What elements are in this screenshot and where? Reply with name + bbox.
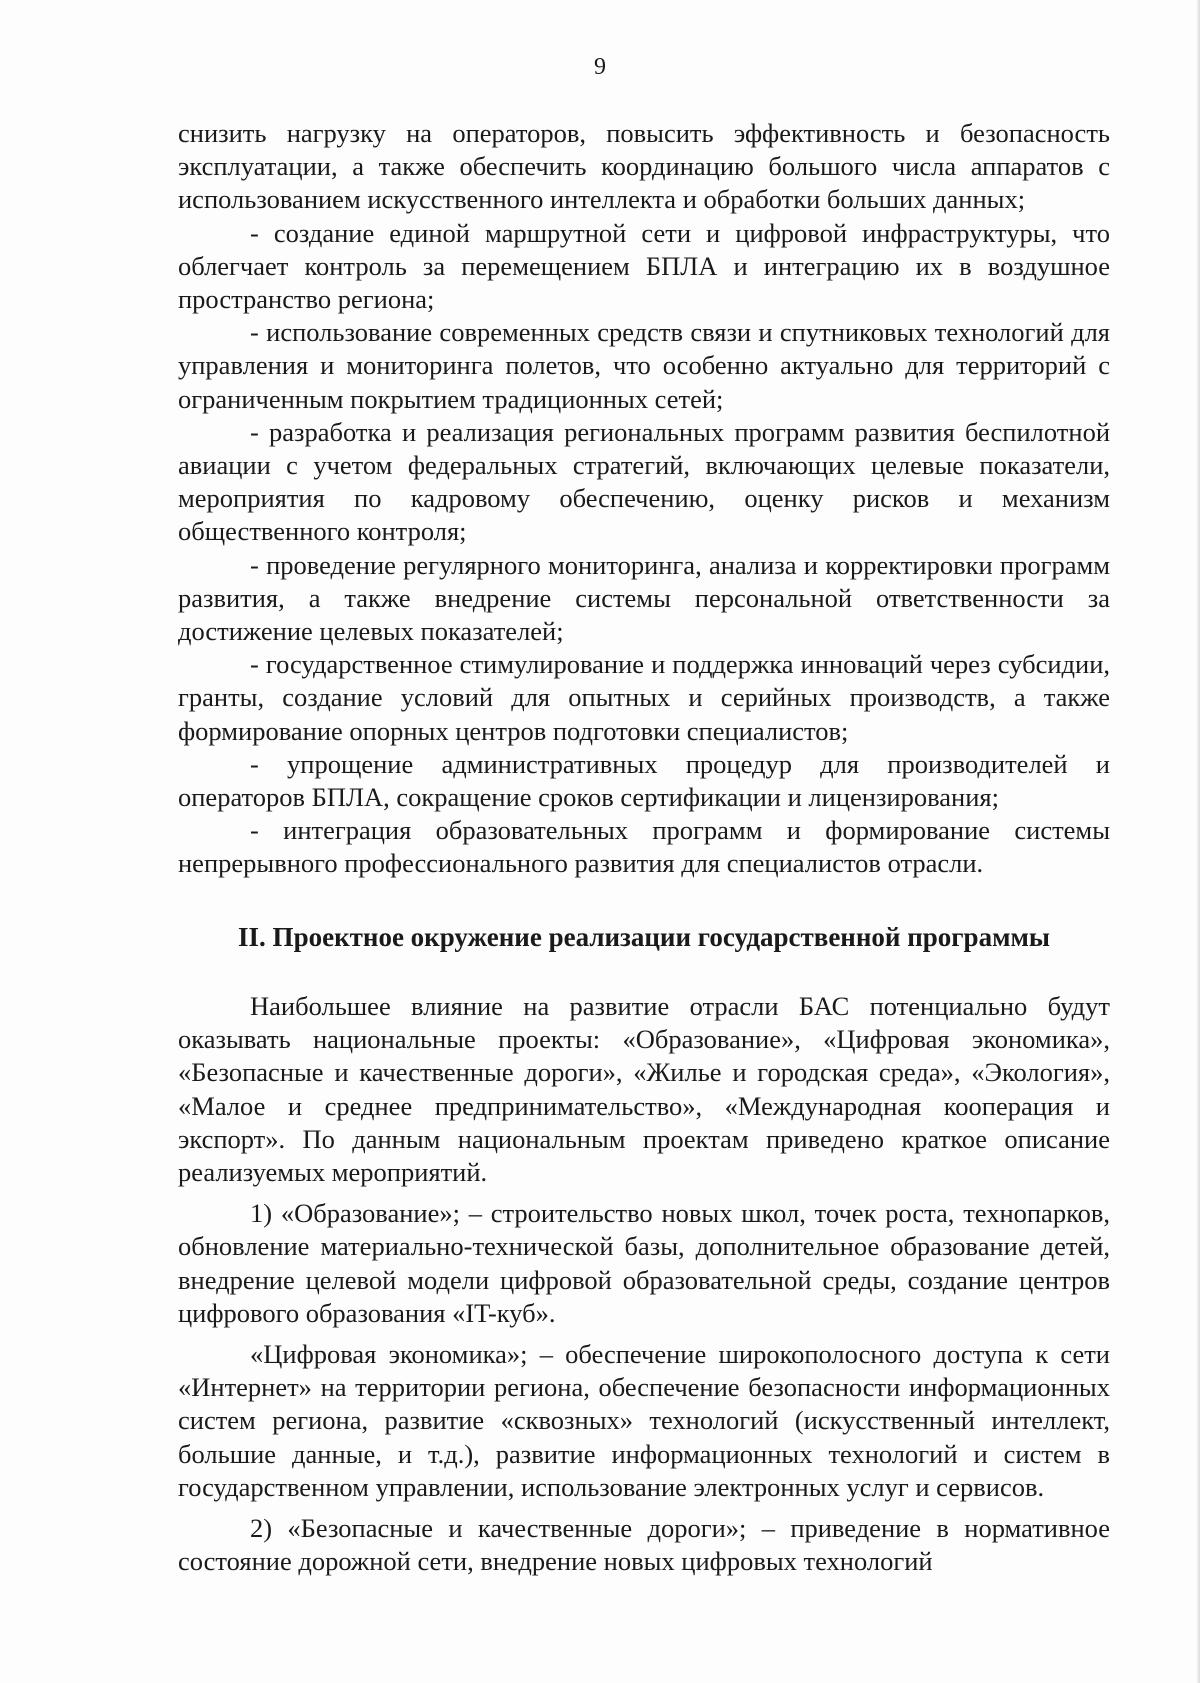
- section-paragraph-1: Наибольшее влияние на развитие отрасли БАС потенциально будут оказывать национальные проекты: «Образование», «Цифровая экономика», «Безопасные и качественные дороги», «Жилье и городская среда», «Экология», «Малое и среднее предпринимательство», «Международная кооперация и экспорт». По данным национальным проектам приведено краткое описание реализуемых мероприятий.: [178, 991, 1110, 1188]
- section-heading: II. Проектное окружение реализации государственной программы: [238, 922, 1050, 952]
- section-paragraph-4: 2) «Безопасные и качественные дороги»; – приведение в нормативное состояние дорожной сети, внедрение новых цифровых технологий: [178, 1513, 1110, 1577]
- scan-edge-shadow: [1196, 0, 1200, 1683]
- bullet-item-1: - создание единой маршрутной сети и цифровой инфраструктуры, что облегчает контроль за перемещением БПЛА и интеграцию их в воздушное пространство региона;: [178, 217, 1110, 315]
- bullet-item-7: - интеграция образовательных программ и формирование системы непрерывного профессионального развития для специалистов отрасли.: [178, 815, 1110, 879]
- bullet-item-2: - использование современных средств связи и спутниковых технологий для управления и мониторинга полетов, что особенно актуально для территорий с ограниченным покрытием традиционных сетей;: [178, 317, 1110, 414]
- section-paragraph-2: 1) «Образование»; – строительство новых школ, точек роста, технопарков, обновление материально-технической базы, дополнительное образование детей, внедрение целевой модели цифровой образовательной среды, создание центров цифрового образования «IT-куб».: [178, 1198, 1110, 1328]
- paragraph-spacer: [178, 1330, 1110, 1338]
- bullet-item-3: - разработка и реализация региональных программ развития беспилотной авиации с учетом федеральных стратегий, включающих целевые показатели, мероприятия по кадровому обеспечению, оценку рисков и механизм общественного контроля;: [178, 416, 1110, 547]
- paragraph-spacer: [178, 1504, 1110, 1512]
- page-number: 9: [594, 54, 606, 80]
- intro-paragraph: снизить нагрузку на операторов, повысить эффективность и безопасность эксплуатации, а также обеспечить координацию большого числа аппаратов с использованием искусственного интеллекта и обработки больших данных;: [178, 118, 1110, 215]
- section-text-block: [178, 990, 1110, 1578]
- bullet-item-6: - упрощение административных процедур для производителей и операторов БПЛА, сокращение сроков сертификации и лицензирования;: [178, 748, 1110, 813]
- section-paragraph-3: «Цифровая экономика»; – обеспечение широкополосного доступа к сети «Интернет» на территории региона, обеспечение безопасности информационных систем региона, развитие «сквозных» технологий (искусственный интеллект, большие данные, и т.д.), развитие информационных технологий и систем в государственном управлении, использование электронных услуг и сервисов.: [178, 1339, 1110, 1502]
- bullet-item-5: - государственное стимулирование и поддержка инноваций через субсидии, гранты, создание условий для опытных и серийных производств, а также формирование опорных центров подготовки специалистов;: [178, 649, 1110, 746]
- upper-text-block: [178, 117, 1110, 881]
- bullet-item-4: - проведение регулярного мониторинга, анализа и корректировки программ развития, а также внедрение системы персональной ответственности за достижение целевых показателей;: [178, 549, 1110, 647]
- paragraph-spacer: [178, 1189, 1110, 1197]
